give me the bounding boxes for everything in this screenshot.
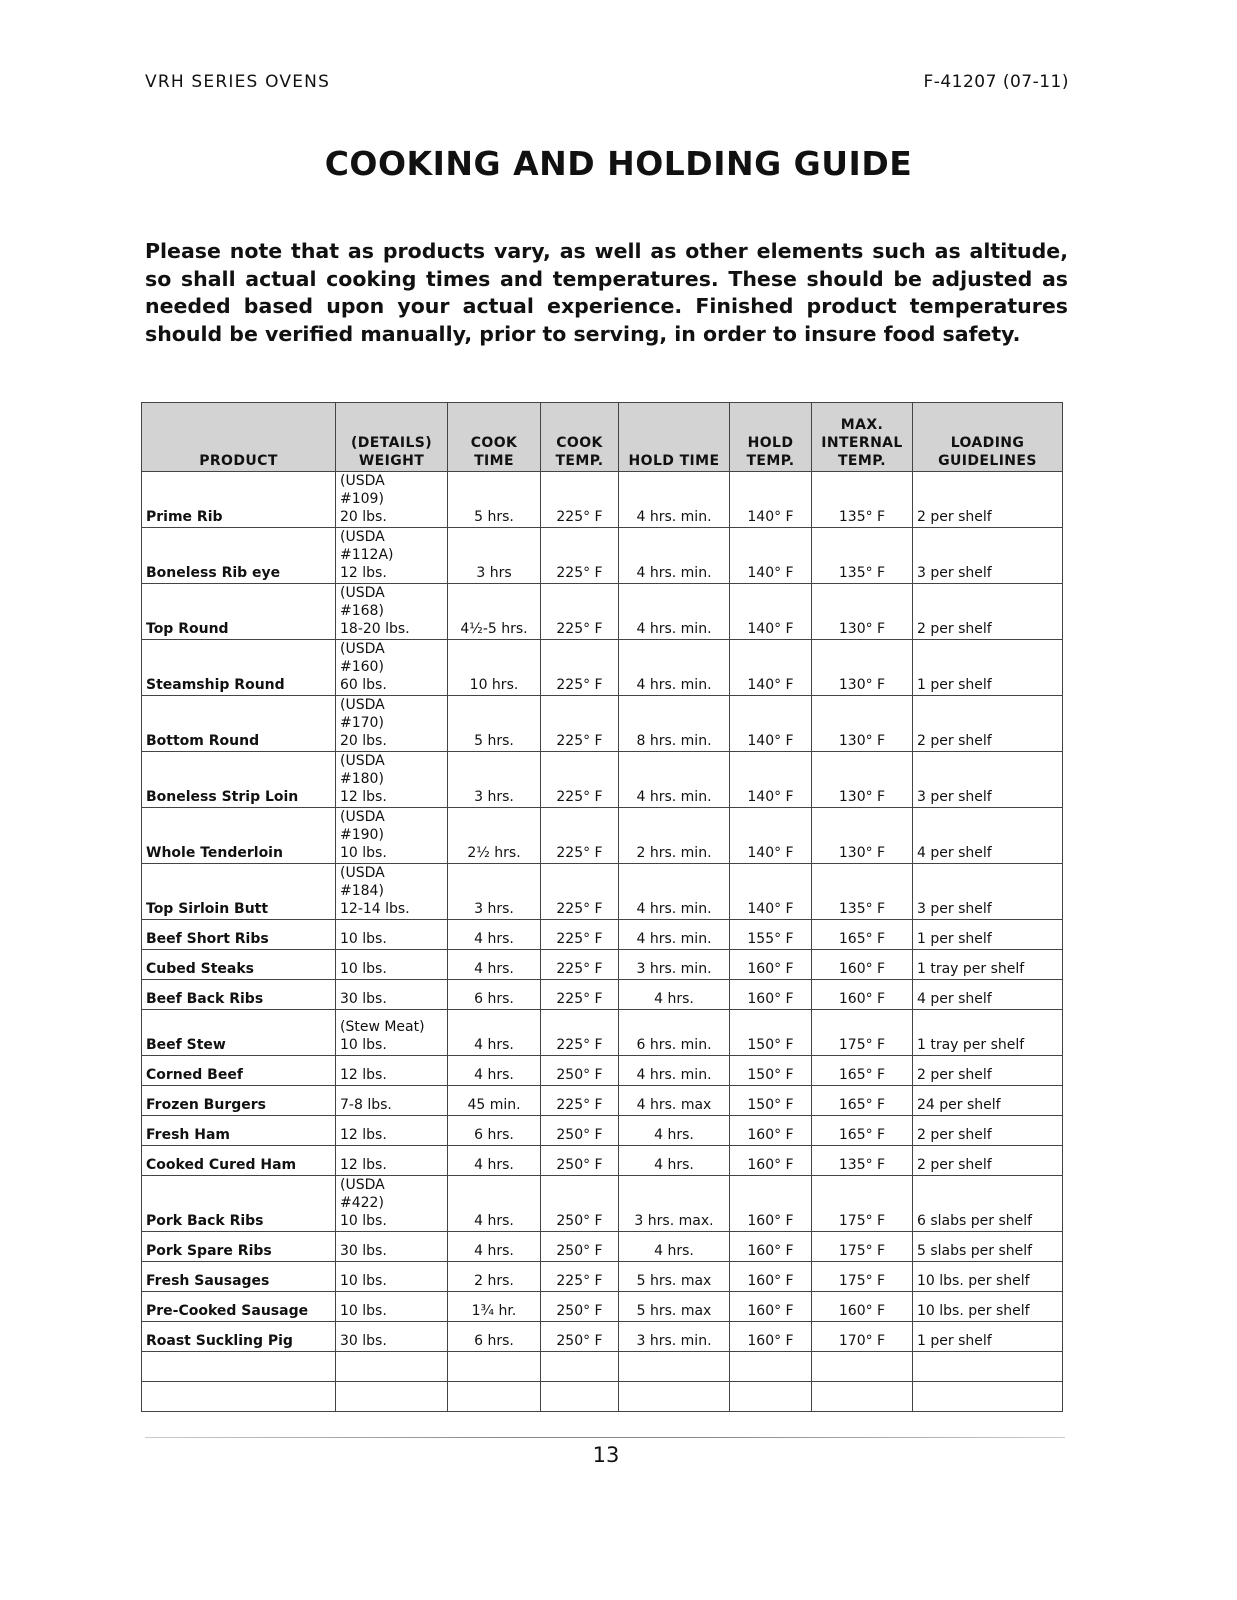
weight-cell	[336, 528, 448, 584]
cook-time-cell: 4 hrs.	[448, 1232, 541, 1262]
cook-temp-cell: 225° F	[541, 808, 619, 864]
empty-cell	[448, 1352, 541, 1382]
loading-guidelines-cell: 4 per shelf	[913, 980, 1063, 1010]
column-header-product	[142, 403, 336, 472]
loading-guidelines-cell: 1 per shelf	[913, 920, 1063, 950]
loading-guidelines-cell: 2 per shelf	[913, 1056, 1063, 1086]
weight-detail: #112A)	[340, 547, 394, 563]
cook-temp-cell: 225° F	[541, 472, 619, 528]
hold-temp-cell: 140° F	[730, 808, 812, 864]
table-row	[142, 640, 1063, 696]
weight-cell	[336, 1056, 448, 1086]
empty-cell	[448, 1382, 541, 1412]
column-header-line: TEMP.	[837, 453, 887, 469]
cook-time-cell: 2½ hrs.	[448, 808, 541, 864]
product-cell: Top Sirloin Butt	[142, 864, 336, 920]
column-header-hold-temp	[730, 403, 812, 472]
hold-temp-cell: 160° F	[730, 1116, 812, 1146]
weight-detail: #168)	[340, 603, 384, 619]
hold-time-cell: 3 hrs. min.	[619, 950, 730, 980]
table-row	[142, 1116, 1063, 1146]
table-row	[142, 980, 1063, 1010]
loading-guidelines-cell: 4 per shelf	[913, 808, 1063, 864]
cook-temp-cell: 250° F	[541, 1146, 619, 1176]
table-row	[142, 864, 1063, 920]
weight-detail: #180)	[340, 771, 384, 787]
column-header-line: TEMP.	[746, 453, 795, 469]
weight-value: 7-8 lbs.	[340, 1097, 392, 1113]
table-row	[142, 752, 1063, 808]
cook-temp-cell: 250° F	[541, 1292, 619, 1322]
weight-value: 20 lbs.	[340, 733, 387, 749]
max-internal-temp-cell: 130° F	[812, 752, 913, 808]
table-row	[142, 1292, 1063, 1322]
cook-temp-cell: 225° F	[541, 1262, 619, 1292]
weight-cell	[336, 584, 448, 640]
weight-detail: #422)	[340, 1195, 384, 1211]
max-internal-temp-cell: 130° F	[812, 808, 913, 864]
table-row	[142, 1086, 1063, 1116]
cook-time-cell: 6 hrs.	[448, 1116, 541, 1146]
loading-guidelines-cell: 3 per shelf	[913, 864, 1063, 920]
loading-guidelines-cell: 2 per shelf	[913, 1146, 1063, 1176]
weight-detail: (USDA	[340, 585, 385, 601]
weight-value: 10 lbs.	[340, 1303, 387, 1319]
weight-detail: (USDA	[340, 529, 385, 545]
hold-temp-cell: 160° F	[730, 950, 812, 980]
table-row	[142, 696, 1063, 752]
max-internal-temp-cell: 135° F	[812, 1146, 913, 1176]
max-internal-temp-cell: 165° F	[812, 1056, 913, 1086]
weight-cell	[336, 472, 448, 528]
loading-guidelines-cell: 10 lbs. per shelf	[913, 1292, 1063, 1322]
cook-time-cell: 4 hrs.	[448, 1010, 541, 1056]
weight-value: 10 lbs.	[340, 961, 387, 977]
cook-temp-cell: 250° F	[541, 1056, 619, 1086]
loading-guidelines-cell: 1 tray per shelf	[913, 1010, 1063, 1056]
weight-cell	[336, 864, 448, 920]
column-header-line: (DETAILS)	[350, 435, 433, 451]
hold-temp-cell: 140° F	[730, 640, 812, 696]
weight-detail: (Stew Meat)	[340, 1019, 425, 1035]
weight-detail: (USDA	[340, 641, 385, 657]
table-row	[142, 584, 1063, 640]
table-row	[142, 1262, 1063, 1292]
loading-guidelines-cell: 2 per shelf	[913, 696, 1063, 752]
loading-guidelines-cell: 1 per shelf	[913, 640, 1063, 696]
weight-detail: #170)	[340, 715, 384, 731]
column-header-line	[452, 416, 536, 434]
weight-value: 30 lbs.	[340, 1243, 387, 1259]
column-header-line	[623, 434, 725, 452]
max-internal-temp-cell: 130° F	[812, 640, 913, 696]
cook-time-cell: 4 hrs.	[448, 950, 541, 980]
empty-cell	[913, 1352, 1063, 1382]
weight-detail: #160)	[340, 659, 384, 675]
hold-time-cell: 4 hrs.	[619, 1146, 730, 1176]
weight-detail: #109)	[340, 491, 384, 507]
weight-cell	[336, 1116, 448, 1146]
empty-cell	[142, 1382, 336, 1412]
empty-cell	[619, 1382, 730, 1412]
weight-cell	[336, 1086, 448, 1116]
product-cell: Boneless Strip Loin	[142, 752, 336, 808]
product-cell: Top Round	[142, 584, 336, 640]
weight-detail: (USDA	[340, 865, 385, 881]
weight-cell	[336, 950, 448, 980]
column-header-line: PRODUCT	[199, 453, 278, 469]
loading-guidelines-cell: 10 lbs. per shelf	[913, 1262, 1063, 1292]
product-cell: Frozen Burgers	[142, 1086, 336, 1116]
hold-temp-cell: 160° F	[730, 980, 812, 1010]
cook-time-cell: 45 min.	[448, 1086, 541, 1116]
table-row	[142, 1056, 1063, 1086]
weight-cell	[336, 1322, 448, 1352]
document-series-header: VRH SERIES OVENS	[145, 72, 331, 92]
empty-cell	[336, 1352, 448, 1382]
cook-time-cell: 10 hrs.	[448, 640, 541, 696]
hold-time-cell: 4 hrs. min.	[619, 1056, 730, 1086]
cook-time-cell: 2 hrs.	[448, 1262, 541, 1292]
column-header-max-internal-temp	[812, 403, 913, 472]
hold-time-cell: 4 hrs. min.	[619, 752, 730, 808]
max-internal-temp-cell: 175° F	[812, 1232, 913, 1262]
hold-time-cell: 4 hrs. min.	[619, 864, 730, 920]
cook-temp-cell: 225° F	[541, 920, 619, 950]
empty-table-row	[142, 1352, 1063, 1382]
hold-temp-cell: 155° F	[730, 920, 812, 950]
cook-time-cell: 4½-5 hrs.	[448, 584, 541, 640]
empty-cell	[619, 1352, 730, 1382]
cook-temp-cell: 225° F	[541, 696, 619, 752]
column-header-line: LOADING	[950, 435, 1025, 451]
table-row	[142, 1232, 1063, 1262]
weight-detail: (USDA	[340, 809, 385, 825]
column-header-line	[146, 416, 331, 434]
cook-temp-cell: 250° F	[541, 1116, 619, 1146]
hold-temp-cell: 150° F	[730, 1010, 812, 1056]
product-cell: Steamship Round	[142, 640, 336, 696]
column-header-line: INTERNAL	[821, 435, 903, 451]
max-internal-temp-cell: 175° F	[812, 1262, 913, 1292]
hold-time-cell: 2 hrs. min.	[619, 808, 730, 864]
page-title: COOKING AND HOLDING GUIDE	[324, 144, 913, 183]
product-cell: Pork Spare Ribs	[142, 1232, 336, 1262]
column-header-loading-guidelines	[913, 403, 1063, 472]
max-internal-temp-cell: 165° F	[812, 920, 913, 950]
product-cell: Roast Suckling Pig	[142, 1322, 336, 1352]
hold-temp-cell: 140° F	[730, 696, 812, 752]
column-header-weight	[336, 403, 448, 472]
weight-value: 12 lbs.	[340, 1067, 387, 1083]
product-cell: Pork Back Ribs	[142, 1176, 336, 1232]
hold-temp-cell: 160° F	[730, 1292, 812, 1322]
loading-guidelines-cell: 1 tray per shelf	[913, 950, 1063, 980]
hold-temp-cell: 160° F	[730, 1322, 812, 1352]
product-cell: Whole Tenderloin	[142, 808, 336, 864]
empty-cell	[812, 1382, 913, 1412]
product-cell: Bottom Round	[142, 696, 336, 752]
weight-cell	[336, 1176, 448, 1232]
hold-time-cell: 6 hrs. min.	[619, 1010, 730, 1056]
loading-guidelines-cell: 3 per shelf	[913, 528, 1063, 584]
weight-value: 12-14 lbs.	[340, 901, 410, 917]
weight-cell	[336, 1146, 448, 1176]
hold-temp-cell: 140° F	[730, 752, 812, 808]
max-internal-temp-cell: 135° F	[812, 528, 913, 584]
product-cell: Prime Rib	[142, 472, 336, 528]
hold-time-cell: 4 hrs. min.	[619, 472, 730, 528]
cook-time-cell: 4 hrs.	[448, 1176, 541, 1232]
hold-temp-cell: 140° F	[730, 528, 812, 584]
table-row	[142, 472, 1063, 528]
product-cell: Beef Stew	[142, 1010, 336, 1056]
hold-temp-cell: 160° F	[730, 1176, 812, 1232]
loading-guidelines-cell: 3 per shelf	[913, 752, 1063, 808]
hold-time-cell: 4 hrs.	[619, 1232, 730, 1262]
cook-time-cell: 4 hrs.	[448, 920, 541, 950]
cook-temp-cell: 225° F	[541, 950, 619, 980]
cook-time-cell: 3 hrs	[448, 528, 541, 584]
weight-cell	[336, 640, 448, 696]
column-header-line: TIME	[474, 453, 514, 469]
weight-cell	[336, 1010, 448, 1056]
weight-value: 20 lbs.	[340, 509, 387, 525]
hold-temp-cell: 140° F	[730, 472, 812, 528]
weight-cell	[336, 1232, 448, 1262]
weight-cell	[336, 980, 448, 1010]
cook-temp-cell: 225° F	[541, 1010, 619, 1056]
empty-cell	[541, 1352, 619, 1382]
weight-value: 30 lbs.	[340, 1333, 387, 1349]
hold-time-cell: 4 hrs.	[619, 980, 730, 1010]
hold-time-cell: 4 hrs. min.	[619, 640, 730, 696]
column-header-line: GUIDELINES	[938, 453, 1037, 469]
hold-temp-cell: 150° F	[730, 1086, 812, 1116]
product-cell: Cubed Steaks	[142, 950, 336, 980]
hold-time-cell: 4 hrs.	[619, 1116, 730, 1146]
loading-guidelines-cell: 2 per shelf	[913, 1116, 1063, 1146]
empty-table-row	[142, 1382, 1063, 1412]
cook-time-cell: 6 hrs.	[448, 980, 541, 1010]
table-row	[142, 1010, 1063, 1056]
max-internal-temp-cell: 160° F	[812, 950, 913, 980]
cook-temp-cell: 225° F	[541, 584, 619, 640]
page-number: 13	[592, 1443, 620, 1467]
weight-value: 12 lbs.	[340, 789, 387, 805]
hold-temp-cell: 140° F	[730, 864, 812, 920]
weight-value: 10 lbs.	[340, 1037, 387, 1053]
loading-guidelines-cell: 24 per shelf	[913, 1086, 1063, 1116]
hold-temp-cell: 140° F	[730, 584, 812, 640]
cook-temp-cell: 250° F	[541, 1322, 619, 1352]
cook-time-cell: 5 hrs.	[448, 472, 541, 528]
loading-guidelines-cell: 5 slabs per shelf	[913, 1232, 1063, 1262]
weight-cell	[336, 920, 448, 950]
column-header-cook-time	[448, 403, 541, 472]
hold-time-cell: 4 hrs. min.	[619, 584, 730, 640]
product-cell: Boneless Rib eye	[142, 528, 336, 584]
column-header-hold-time	[619, 403, 730, 472]
hold-temp-cell: 160° F	[730, 1146, 812, 1176]
max-internal-temp-cell: 175° F	[812, 1176, 913, 1232]
max-internal-temp-cell: 130° F	[812, 696, 913, 752]
max-internal-temp-cell: 165° F	[812, 1116, 913, 1146]
hold-time-cell: 4 hrs. max	[619, 1086, 730, 1116]
hold-time-cell: 5 hrs. max	[619, 1292, 730, 1322]
weight-value: 18-20 lbs.	[340, 621, 410, 637]
empty-cell	[541, 1382, 619, 1412]
empty-cell	[812, 1352, 913, 1382]
weight-cell	[336, 1292, 448, 1322]
table-row	[142, 950, 1063, 980]
empty-cell	[913, 1382, 1063, 1412]
weight-value: 10 lbs.	[340, 845, 387, 861]
product-cell: Beef Back Ribs	[142, 980, 336, 1010]
max-internal-temp-cell: 170° F	[812, 1322, 913, 1352]
empty-cell	[730, 1352, 812, 1382]
cook-time-cell: 5 hrs.	[448, 696, 541, 752]
hold-time-cell: 4 hrs. min.	[619, 528, 730, 584]
weight-cell	[336, 752, 448, 808]
table-row	[142, 1322, 1063, 1352]
max-internal-temp-cell: 135° F	[812, 864, 913, 920]
cook-temp-cell: 225° F	[541, 980, 619, 1010]
weight-detail: (USDA	[340, 1177, 385, 1193]
weight-cell	[336, 808, 448, 864]
column-header-line: HOLD TIME	[628, 453, 720, 469]
column-header-line: WEIGHT	[358, 453, 425, 469]
cook-temp-cell: 225° F	[541, 640, 619, 696]
hold-time-cell: 5 hrs. max	[619, 1262, 730, 1292]
cook-time-cell: 1¾ hr.	[448, 1292, 541, 1322]
product-cell: Fresh Sausages	[142, 1262, 336, 1292]
hold-time-cell: 4 hrs. min.	[619, 920, 730, 950]
document-number-header: F-41207 (07-11)	[923, 72, 1069, 92]
weight-value: 12 lbs.	[340, 1157, 387, 1173]
cook-temp-cell: 225° F	[541, 752, 619, 808]
hold-temp-cell: 160° F	[730, 1262, 812, 1292]
max-internal-temp-cell: 135° F	[812, 472, 913, 528]
cook-temp-cell: 250° F	[541, 1232, 619, 1262]
weight-value: 12 lbs.	[340, 565, 387, 581]
max-internal-temp-cell: 175° F	[812, 1010, 913, 1056]
weight-value: 12 lbs.	[340, 1127, 387, 1143]
column-header-cook-temp	[541, 403, 619, 472]
table-row	[142, 528, 1063, 584]
table-row	[142, 1146, 1063, 1176]
column-header-line: COOK	[470, 435, 518, 451]
weight-detail: (USDA	[340, 753, 385, 769]
weight-cell	[336, 696, 448, 752]
cook-temp-cell: 225° F	[541, 1086, 619, 1116]
product-cell: Pre-Cooked Sausage	[142, 1292, 336, 1322]
max-internal-temp-cell: 130° F	[812, 584, 913, 640]
table-header-row	[142, 403, 1063, 472]
loading-guidelines-cell: 2 per shelf	[913, 472, 1063, 528]
column-header-line	[545, 416, 614, 434]
weight-detail: #184)	[340, 883, 384, 899]
loading-guidelines-cell: 1 per shelf	[913, 1322, 1063, 1352]
weight-value: 10 lbs.	[340, 931, 387, 947]
max-internal-temp-cell: 160° F	[812, 1292, 913, 1322]
hold-time-cell: 3 hrs. max.	[619, 1176, 730, 1232]
table-row	[142, 808, 1063, 864]
cook-time-cell: 3 hrs.	[448, 864, 541, 920]
weight-value: 30 lbs.	[340, 991, 387, 1007]
table-row	[142, 920, 1063, 950]
column-header-line	[623, 416, 725, 434]
column-header-line	[146, 434, 331, 452]
product-cell: Beef Short Ribs	[142, 920, 336, 950]
column-header-line: TEMP.	[555, 453, 604, 469]
cooking-holding-table	[141, 402, 1063, 1412]
loading-guidelines-cell: 6 slabs per shelf	[913, 1176, 1063, 1232]
weight-cell	[336, 1262, 448, 1292]
cook-time-cell: 3 hrs.	[448, 752, 541, 808]
empty-cell	[142, 1352, 336, 1382]
product-cell: Fresh Ham	[142, 1116, 336, 1146]
weight-value: 10 lbs.	[340, 1213, 387, 1229]
footer-rule	[145, 1437, 1065, 1438]
weight-value: 10 lbs.	[340, 1273, 387, 1289]
weight-detail: #190)	[340, 827, 384, 843]
column-header-line: COOK	[556, 435, 603, 451]
weight-detail: (USDA	[340, 697, 385, 713]
loading-guidelines-cell: 2 per shelf	[913, 584, 1063, 640]
weight-detail: (USDA	[340, 473, 385, 489]
cook-time-cell: 6 hrs.	[448, 1322, 541, 1352]
cook-time-cell: 4 hrs.	[448, 1056, 541, 1086]
column-header-line	[734, 416, 807, 434]
product-cell: Cooked Cured Ham	[142, 1146, 336, 1176]
column-header-line	[340, 416, 443, 434]
hold-time-cell: 8 hrs. min.	[619, 696, 730, 752]
column-header-line: MAX.	[840, 417, 884, 433]
weight-value: 60 lbs.	[340, 677, 387, 693]
max-internal-temp-cell: 160° F	[812, 980, 913, 1010]
cook-time-cell: 4 hrs.	[448, 1146, 541, 1176]
hold-temp-cell: 150° F	[730, 1056, 812, 1086]
safety-note: Please note that as products vary, as well as other elements such as altitude, so shall actual cooking times and temperatures. These should be adjusted as needed based upon your actual experience. Finished product temperatures should be verified manually, prior to serving, in order to insure food safety.	[145, 239, 1068, 346]
hold-time-cell: 3 hrs. min.	[619, 1322, 730, 1352]
empty-cell	[336, 1382, 448, 1412]
column-header-line	[917, 416, 1058, 434]
cook-temp-cell: 225° F	[541, 864, 619, 920]
hold-temp-cell: 160° F	[730, 1232, 812, 1262]
cook-temp-cell: 225° F	[541, 528, 619, 584]
table-row	[142, 1176, 1063, 1232]
max-internal-temp-cell: 165° F	[812, 1086, 913, 1116]
cook-temp-cell: 250° F	[541, 1176, 619, 1232]
product-cell: Corned Beef	[142, 1056, 336, 1086]
column-header-line: HOLD	[747, 435, 794, 451]
empty-cell	[730, 1382, 812, 1412]
